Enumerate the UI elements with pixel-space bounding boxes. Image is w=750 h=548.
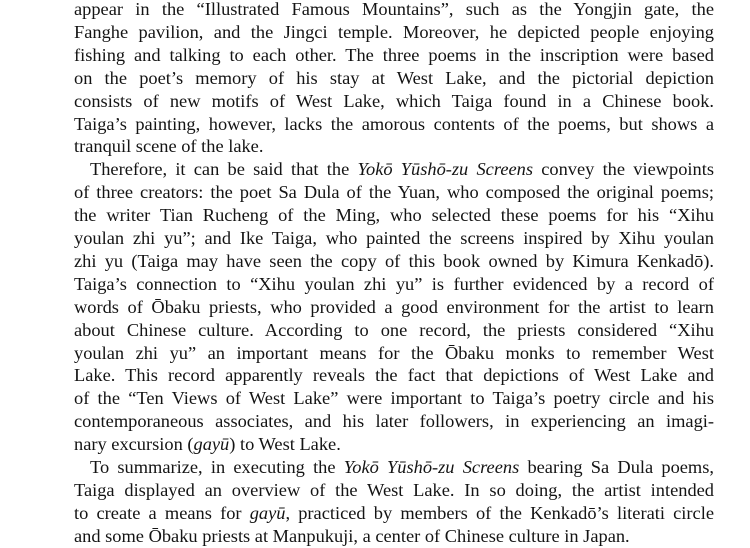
text-run: Taiga’s painting, however, lacks the amorous contents of the poems, but shows a: [74, 113, 714, 134]
text-run: zhi yu (Taiga may have seen the copy of this book owned by Kimura Kenkadō).: [74, 250, 714, 271]
text-line: [74, 227, 714, 250]
text-line: [74, 319, 714, 342]
italic-text: Yokō Yūshō-zu Screens: [343, 457, 520, 477]
text-run: convey the viewpoints: [533, 159, 714, 180]
text-line: [74, 502, 714, 525]
text-line: [74, 204, 714, 227]
text-line: [74, 525, 714, 548]
text-run: ) to West Lake.: [229, 434, 341, 455]
text-run: on the poet’s memory of his stay at West Lake, and the pictorial depiction: [74, 67, 714, 88]
text-line: [74, 342, 714, 365]
text-run: consists of new motifs of West Lake, which Taiga found in a Chinese book.: [74, 90, 714, 111]
italic-text: gayū: [193, 434, 230, 455]
text-line: [74, 0, 714, 21]
text-run: fishing and talking to each other. The three poems in the inscription were based: [74, 44, 714, 65]
text-line: [74, 273, 714, 296]
text-run: Lake. This record apparently reveals the fact that depictions of West Lake and: [74, 365, 714, 386]
text-line: [74, 181, 714, 204]
text-run: to create a means for: [74, 502, 250, 523]
text-run: To summarize, in executing the: [90, 457, 344, 477]
text-line: [74, 90, 714, 113]
text-line: [90, 456, 714, 479]
text-run: and some Ōbaku priests at Manpukuji, a center of Chinese culture in Japan.: [74, 525, 630, 546]
text-run: tranquil scene of the lake.: [74, 136, 264, 157]
text-run: bearing Sa Dula poems,: [519, 457, 714, 477]
text-run: Fanghe pavilion, and the Jingci temple. Moreover, he depicted people enjoying: [74, 21, 714, 42]
text-run: Taiga’s connection to “Xihu youlan zhi yu” is further evidenced by a record of: [74, 273, 714, 294]
text-line: [74, 410, 714, 433]
text-run: Taiga displayed an overview of the West Lake. In so doing, the artist intended: [74, 479, 714, 500]
text-line: [74, 364, 714, 387]
text-line: [74, 250, 714, 273]
text-line: [90, 158, 714, 181]
text-line: [74, 479, 714, 502]
text-run: appear in the “Illustrated Famous Mountains”, such as the Yongjin gate, the: [74, 0, 714, 19]
italic-text: gayū: [249, 502, 286, 523]
text-run: about Chinese culture. According to one record, the priests considered “Xihu: [74, 319, 714, 340]
text-run: Therefore, it can be said that the: [90, 159, 358, 180]
italic-text: Yokō Yūshō-zu Screens: [357, 159, 533, 180]
text-run: contemporaneous associates, and his later followers, in experiencing an imagi-: [74, 411, 714, 432]
text-line: [74, 387, 714, 410]
text-line: [74, 67, 714, 90]
text-run: , practiced by members of the Kenkadō’s literati circle: [285, 502, 714, 523]
text-run: youlan zhi yu”; and Ike Taiga, who painted the screens inspired by Xihu youlan: [74, 228, 714, 248]
text-line: [74, 135, 714, 158]
text-line: [74, 44, 714, 67]
text-line: [74, 21, 714, 44]
text-run: nary excursion (: [74, 434, 194, 455]
text-run: youlan zhi yu” an important means for the Ōbaku monks to remember West: [74, 342, 714, 363]
text-run: words of Ōbaku priests, who provided a good environment for the artist to learn: [74, 296, 714, 317]
text-run: of three creators: the poet Sa Dula of the Yuan, who composed the original poems;: [74, 182, 714, 203]
text-line: [74, 113, 714, 136]
text-line: [74, 433, 714, 456]
text-run: the writer Tian Rucheng of the Ming, who selected these poems for his “Xihu: [74, 205, 714, 226]
text-line: [74, 296, 714, 319]
text-run: of the “Ten Views of West Lake” were important to Taiga’s poetry circle and his: [74, 388, 714, 409]
